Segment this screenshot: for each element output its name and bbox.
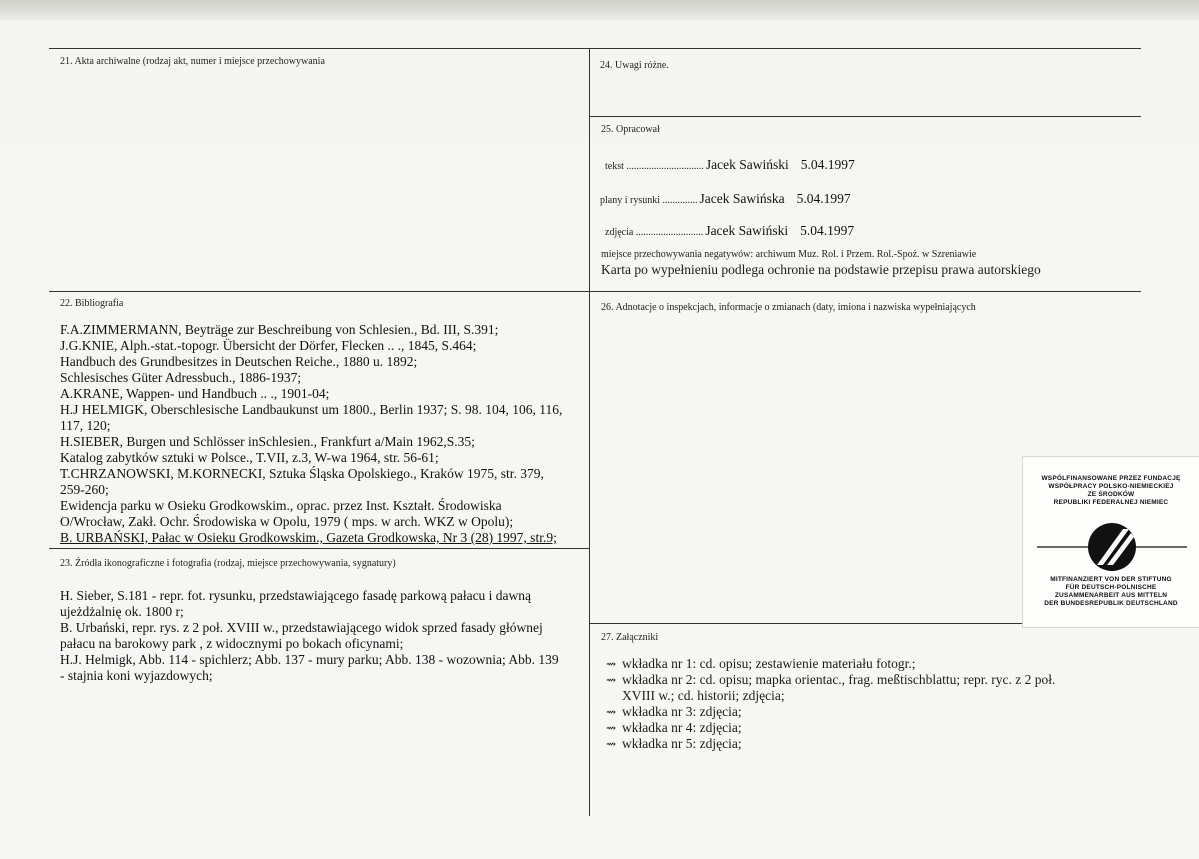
section-22-label: 22. Bibliografia xyxy=(60,298,124,309)
bibliography-line: Handbuch des Grundbesitzes in Deutschen Reiche., 1880 u. 1892; xyxy=(60,354,418,369)
bibliography-line: O/Wrocław, Zakł. Ochr. Środowiska w Opolu, 1979 ( mps. w arch. WKZ w Opolu); xyxy=(60,514,514,529)
attachment-text: wkładka nr 1: cd. opisu; zestawienie materiału fotogr.; xyxy=(622,656,916,671)
section-23-label: 23. Źródła ikonograficzne i fotografia (rodzaj, miejsce przechowywania, sygnatury) xyxy=(60,558,396,569)
attachment-item xyxy=(606,704,742,720)
iconography-line: B. Urbański, repr. rys. z 2 poł. XVIII w., przedstawiającego widok sprzed fasady głównej xyxy=(60,620,543,635)
stamp-line: DER BUNDESREPUBLIK DEUTSCHLAND xyxy=(1044,600,1178,607)
attachment-text: wkładka nr 4: zdjęcia; xyxy=(622,720,742,735)
negatives-storage: miejsce przechowywania negatywów: archiwum Muz. Rol. i Przem. Rol.-Spoż. w Szreniawie xyxy=(601,249,977,260)
top-rule xyxy=(49,48,1141,49)
author-row-text xyxy=(605,156,855,174)
attachment-item xyxy=(606,736,742,752)
foundation-stamp xyxy=(1022,456,1199,628)
iconography-line: - stajnia koni wyjazdowych; xyxy=(60,668,213,683)
stamp-line: FÜR DEUTSCH-POLNISCHE xyxy=(1065,584,1157,591)
bullet-arrow-icon: ⇝ xyxy=(606,705,617,719)
section-26-label: 26. Adnotacje o inspekcjach, informacje o zmianach (daty, imiona i nazwiska wypełniających xyxy=(601,302,976,313)
rule-row2 xyxy=(49,291,1141,292)
attachment-item xyxy=(622,688,785,704)
scan-top-edge xyxy=(0,0,1199,20)
author-date: 5.04.1997 xyxy=(796,191,851,206)
bibliography-line: F.A.ZIMMERMANN, Beyträge zur Beschreibung von Schlesien., Bd. III, S.391; xyxy=(60,322,499,337)
author-name: Jacek Sawiński xyxy=(705,223,789,238)
iconography-line: pałacu na barokowy park , z widocznymi po bokach oficynami; xyxy=(60,636,404,651)
rule-24-25 xyxy=(589,116,1141,117)
bullet-arrow-icon: ⇝ xyxy=(606,721,617,735)
author-row-photos xyxy=(605,222,854,240)
stamp-line: ZUSAMMENARBEIT AUS MITTELN xyxy=(1054,592,1168,599)
attachment-text: wkładka nr 5: zdjęcia; xyxy=(622,736,742,751)
stamp-line: MITFINANZIERT VON DER STIFTUNG xyxy=(1050,576,1172,583)
stamp-line: WSPÓŁPRACY POLSKO-NIEMIECKIEJ xyxy=(1048,483,1174,490)
author-role: zdjęcia ........................... xyxy=(605,227,704,238)
bibliography-line: 259-260; xyxy=(60,482,109,497)
bibliography-line: B. URBAŃSKI, Pałac w Osieku Grodkowskim., Gazeta Grodkowska, Nr 3 (28) 1997, str.9; xyxy=(60,530,557,545)
bibliography-line: A.KRANE, Wappen- und Handbuch .. ., 1901-04; xyxy=(60,386,330,401)
section-25-label: 25. Opracował xyxy=(601,124,660,135)
iconography-line: ujeżdżalnię ok. 1800 r; xyxy=(60,604,184,619)
copyright-note: Karta po wypełnieniu podlega ochronie na podstawie przepisu prawa autorskiego xyxy=(601,262,1041,277)
bullet-arrow-icon: ⇝ xyxy=(606,673,617,687)
bibliography-line: T.CHRZANOWSKI, M.KORNECKI, Sztuka Śląska Opolskiego., Kraków 1975, str. 379, xyxy=(60,466,544,481)
author-name: Jacek Sawiński xyxy=(705,157,789,172)
author-name: Jacek Sawińska xyxy=(699,191,785,206)
attachment-item xyxy=(606,720,742,736)
bibliography-line: Ewidencja parku w Osieku Grodkowskim., oprac. przez Inst. Kształt. Środowiska xyxy=(60,498,502,513)
author-date: 5.04.1997 xyxy=(800,223,855,238)
center-divider xyxy=(589,48,590,816)
stamp-line: WSPÓLFINANSOWANE PRZEZ FUNDACJĘ xyxy=(1041,475,1181,482)
bibliography-list xyxy=(60,322,562,546)
bibliography-line: Katalog zabytków sztuki w Polsce., T.VII, z.3, W-wa 1964, str. 56-61; xyxy=(60,450,439,465)
stamp-line: REPUBLIKI FEDERALNEJ NIEMIEC xyxy=(1053,499,1169,506)
attachment-item xyxy=(606,672,1055,688)
attachment-text: wkładka nr 2: cd. opisu; mapka orientac., frag. meßtischblattu; repr. ryc. z 2 poł. xyxy=(622,672,1056,687)
iconography-line: H. Sieber, S.181 - repr. fot. rysunku, przedstawiającego fasadę parkową pałacu i dawną xyxy=(60,588,532,603)
author-date: 5.04.1997 xyxy=(800,157,855,172)
bibliography-line: Schlesisches Güter Adressbuch., 1886-1937; xyxy=(60,370,302,385)
section-24-label: 24. Uwagi różne. xyxy=(600,60,669,71)
author-role: plany i rysunki .............. xyxy=(600,195,698,206)
attachment-item xyxy=(606,656,916,672)
bibliography-line: 117, 120; xyxy=(60,418,111,433)
foundation-logo-icon xyxy=(1037,521,1187,573)
rule-22-23 xyxy=(49,548,589,549)
stamp-line: ZE ŚRODKÓW xyxy=(1087,491,1135,498)
iconography-line: H.J. Helmigk, Abb. 114 - spichlerz; Abb. 137 - mury parku; Abb. 138 - wozownia; Abb. 139 xyxy=(60,652,559,667)
bibliography-line: H.J HELMIGK, Oberschlesische Landbaukunst um 1800., Berlin 1937; S. 98. 104, 106, 116, xyxy=(60,402,563,417)
author-row-drawings xyxy=(600,190,851,208)
iconography-list xyxy=(60,588,559,684)
attachment-text: wkładka nr 3: zdjęcia; xyxy=(622,704,742,719)
author-role: tekst ............................... xyxy=(605,161,704,172)
section-21-label: 21. Akta archiwalne (rodzaj akt, numer i miejsce przechowywania xyxy=(60,56,325,67)
bullet-arrow-icon: ⇝ xyxy=(606,737,617,751)
bibliography-line: J.G.KNIE, Alph.-stat.-topogr. Übersicht der Dörfer, Flecken .. ., 1845, S.464; xyxy=(60,338,477,353)
section-27-label: 27. Załączniki xyxy=(601,632,659,643)
bibliography-line: H.SIEBER, Burgen und Schlösser inSchlesien., Frankfurt a/Main 1962,S.35; xyxy=(60,434,475,449)
attachment-text: XVIII w.; cd. historii; zdjęcia; xyxy=(622,688,785,703)
stamp-text-german xyxy=(1023,576,1199,608)
stamp-text-polish xyxy=(1023,475,1199,507)
bullet-arrow-icon: ⇝ xyxy=(606,657,617,671)
